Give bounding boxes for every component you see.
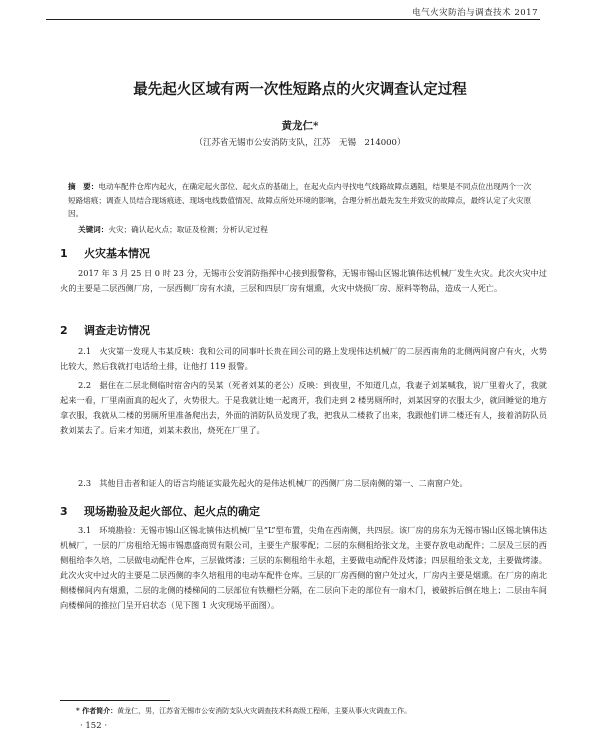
- footnote-text: 黄龙仁，男，江苏省无锡市公安消防支队火灾调查技术科高级工程师，主要从事火灾调查工作。: [117, 707, 412, 715]
- keywords-text: 火灾；确认起火点；取证及检测；分析认定过程: [108, 225, 268, 234]
- section-number: 3: [60, 505, 68, 518]
- section-title: 调查走访情况: [84, 324, 150, 337]
- author-name: 黄龙仁*: [281, 120, 319, 132]
- section-number: 1: [60, 247, 68, 260]
- paragraph: 2.3 其他目击者和证人的语言均能证实最先起火的是伟达机械厂的西侧厂房二层南侧的第一、二南窗户处。: [78, 478, 468, 488]
- section-title: 火灾基本情况: [84, 247, 150, 260]
- footnote-rule: [60, 700, 170, 701]
- running-head: 电气火灾防治与调查技术 2017: [412, 8, 538, 18]
- section-number: 2: [60, 324, 68, 337]
- author-footnote: [76, 706, 556, 716]
- paragraph: 2.1 火灾第一发现人韦某反映：我和公司的同事叶长贵在回公司的路上发现伟达机械厂的二层西南角的北侧两间窗户有火，火势比较大，然后我就打电话给土排，让他打 119 报警。: [60, 346, 547, 371]
- keywords: [78, 224, 538, 235]
- author-affiliation: （江苏省无锡市公安消防支队，江苏 无锡 214000）: [194, 138, 406, 148]
- keywords-label: 关键词：: [78, 225, 109, 234]
- header-rule: [46, 19, 540, 20]
- section-heading-2: [60, 322, 150, 338]
- abstract-label: 摘 要：: [68, 182, 99, 191]
- section-title: 现场勘验及起火部位、起火点的确定: [84, 505, 260, 518]
- abstract-text: 电动车配件仓库内起火，在确定起火部位、起火点的基础上，在起火点内寻找电气线路故障点遇阻，结果是不同点位出现两个一次短路熔痕；调查人员结合现场痕迹、现场电线数值情况、故障点所处环境的影响，合理分析出最先发生并致灾的故障点，最终认定了火灾原因。: [68, 182, 532, 218]
- abstract: [68, 180, 538, 221]
- footnote-label: * 作者简介：: [76, 706, 118, 715]
- paper-title: 最先起火区域有两一次性短路点的火灾调查认定过程: [133, 82, 467, 98]
- paragraph: 2017 年 3 月 25 日 0 时 23 分，无锡市公安消防指挥中心接到报警称，无锡市锡山区锡北镇伟达机械厂发生火灾。此次火灾中过火的主要是二层西侧厂房，一层西侧厂房有水渍，三层和四层厂房有烟熏，火灾中烧损厂房、原料等物品，造成一人死亡。: [60, 268, 547, 293]
- paragraph: 2.2 据住在二层北侧临时宿舍内的吴某（死者刘某的老公）反映：到夜里，不知道几点，我妻子刘某喊我，说厂里着火了，我就起来一看，厂里南面真的起火了，火势很大。于是我就让她一起离开，我们走到 2 楼男厕所时，刘某因穿的衣服太少，就回睡觉的地方拿衣服，我就从二楼的男厕所里准备爬出去，外面的消防队员发现了我，把我从二楼救了出来，我跟他们讲二楼还有人，接着消防队员救刘某去了。后来才知道，刘某未救出，烧死在厂里了。: [60, 380, 547, 435]
- section-heading-3: [60, 503, 260, 519]
- page-number: · 152 ·: [80, 721, 108, 731]
- section-heading-1: [60, 245, 150, 261]
- paragraph: 3.1 环境勘验：无锡市锡山区锡北镇伟达机械厂呈“L”型布置，尖角在西南侧，共四层。该厂房的房东为无锡市锡山区锡北镇伟达机械厂，一层的厂房租给无锡市锡惠盛商贸有限公司，主要生产服零配；二层的东侧租给张文龙，主要存放电动配件；二层及三层的西侧租给李久培，二层做电动配件仓库，三层做烤漆；三层的东侧租给牛永超，主要做电动配件及烤漆；四层租给张文龙，主要做烤漆。此次火灾中过火的主要是二层西侧的李久培租用的电动车配件仓库。三层的厂房西侧的窗户处过火，厂房内主要是烟熏。在厂房的南北侧楼梯间内有烟熏，二层的北侧的楼梯间的二层部位有铁栅栏分隔，在二层向下走的部位有一扇木门，被破拆后倒在地上；二层由车间向楼梯间的推拉门呈开启状态（见下图 1 火灾现场平面图）。: [60, 525, 547, 610]
